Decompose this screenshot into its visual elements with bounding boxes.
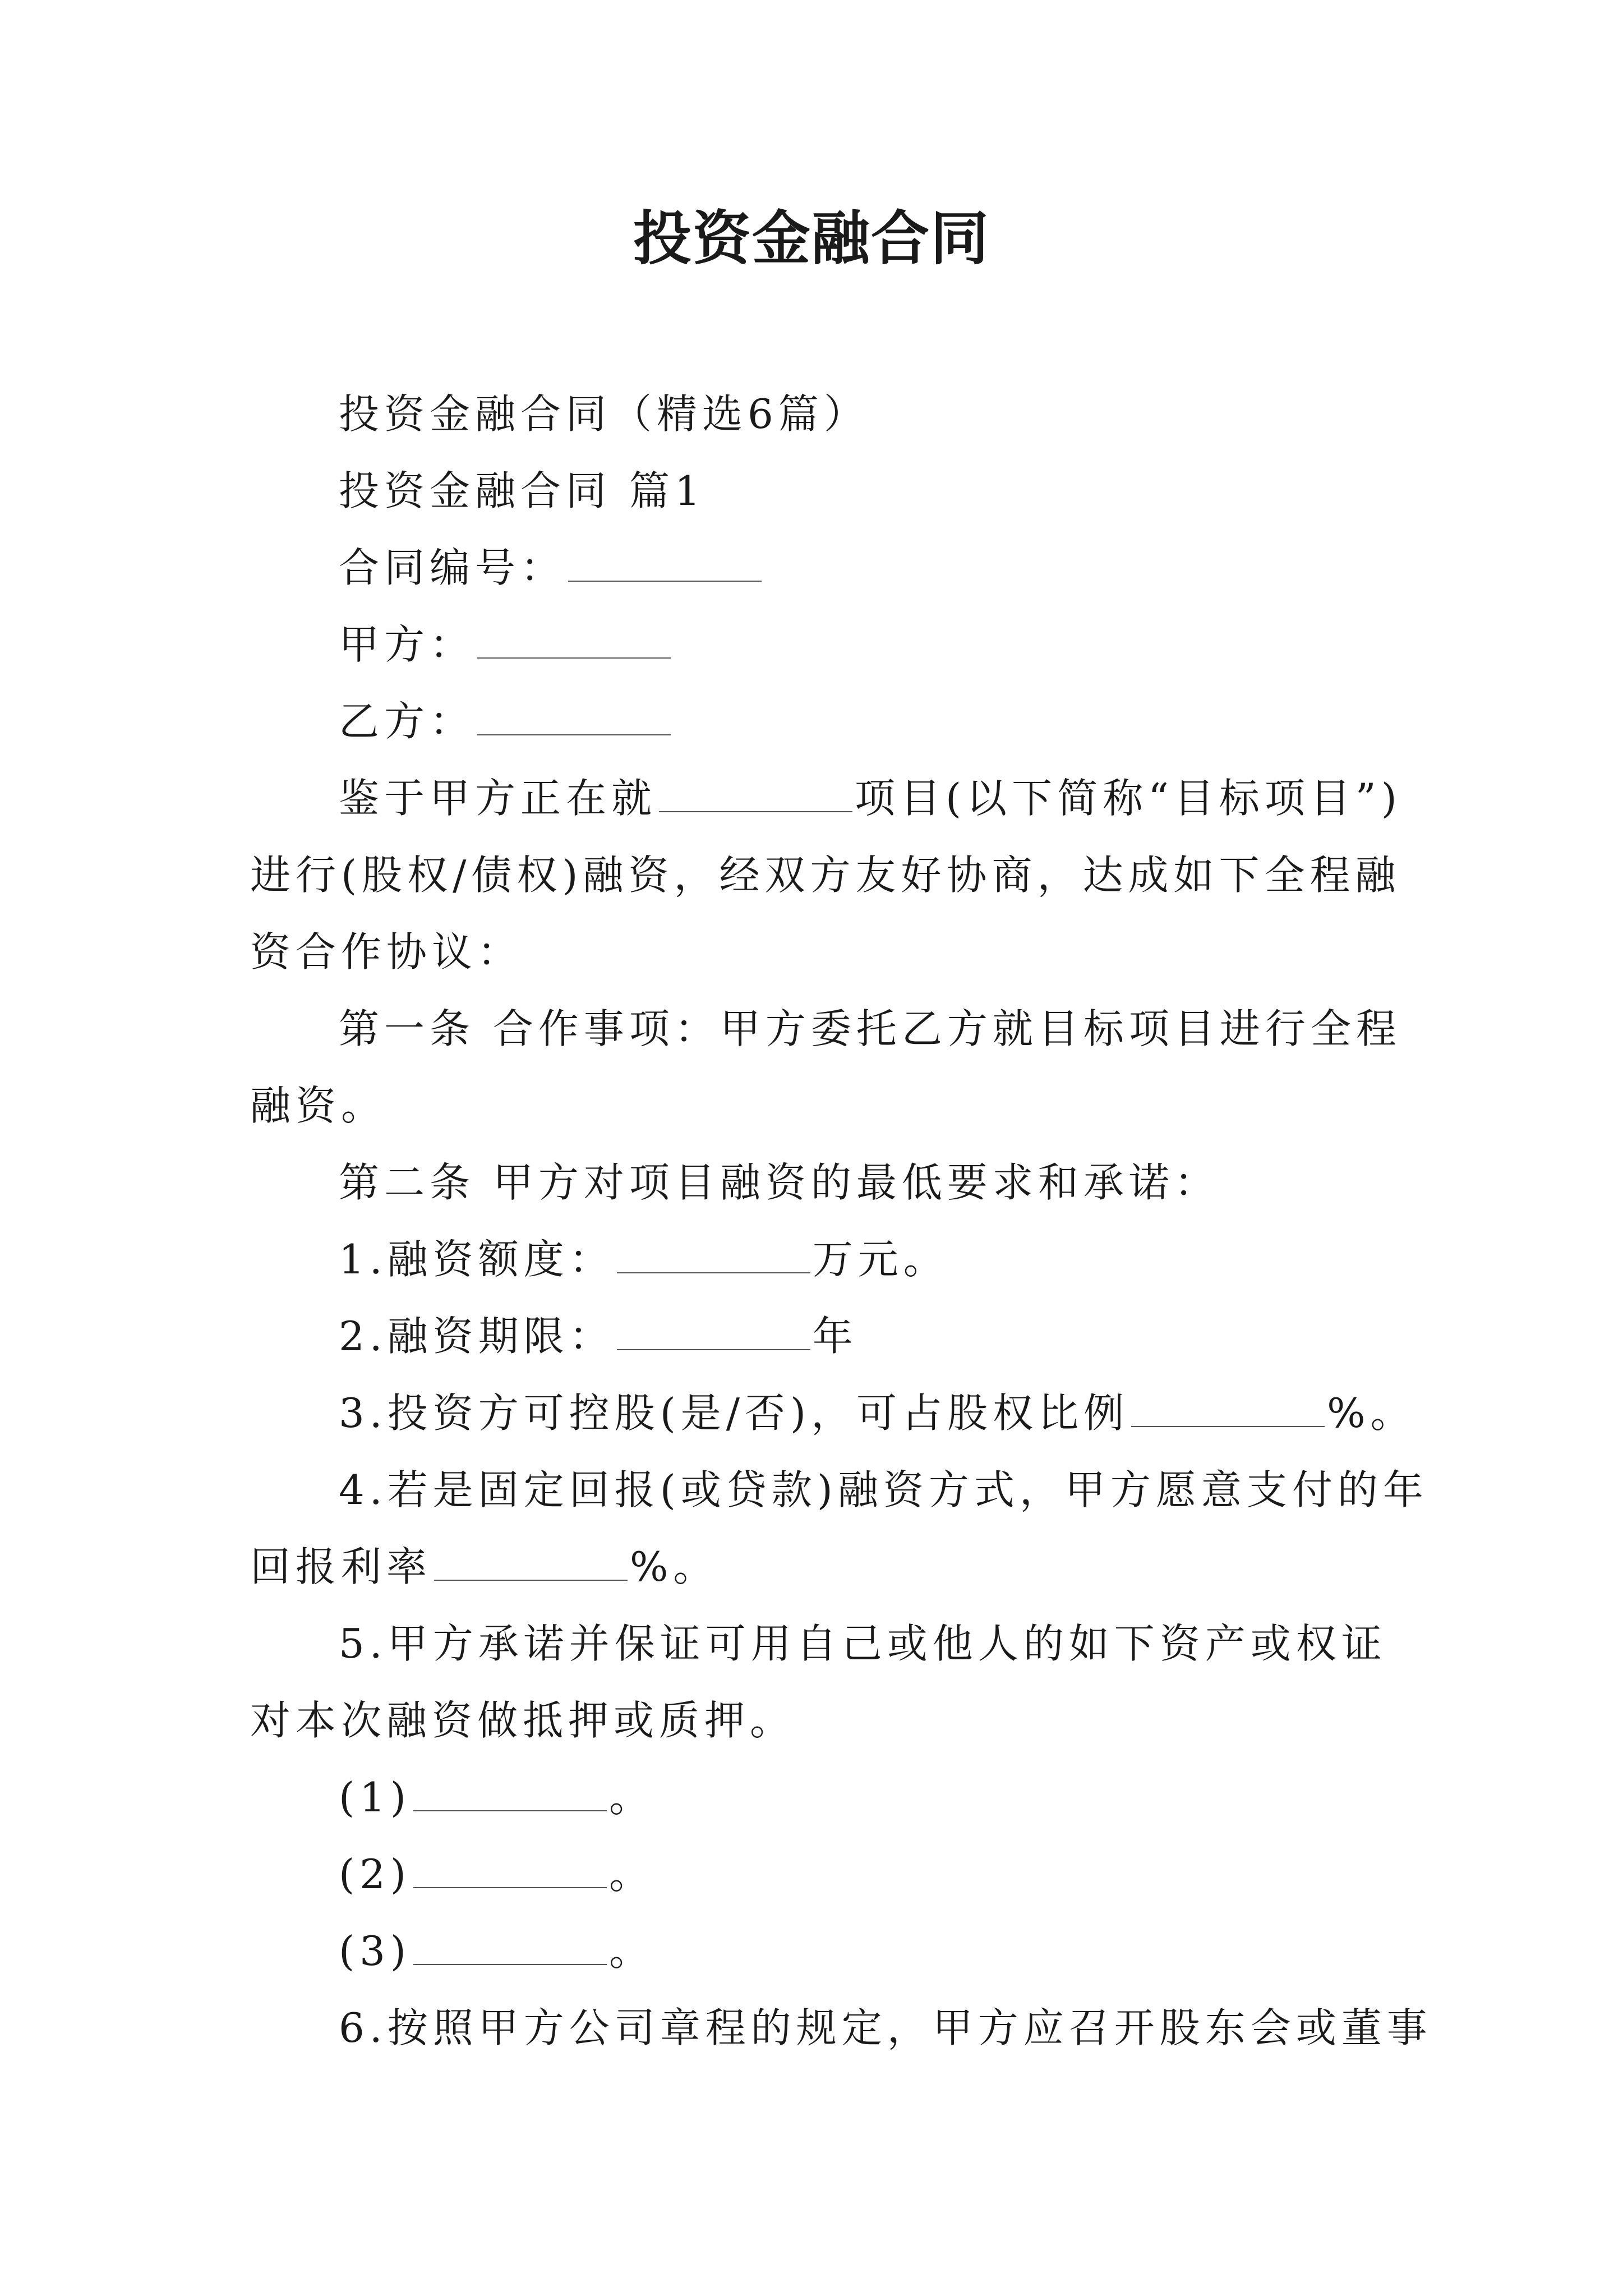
line-text: (1): [339, 1774, 411, 1821]
line-text: 资合作协议：: [250, 928, 523, 976]
line-text: %。: [1327, 1389, 1416, 1437]
fill-in-blank: [477, 703, 671, 735]
text-line: [250, 1682, 1394, 1759]
text-line: [250, 1913, 1394, 1990]
line-text: 第二条 甲方对项目融资的最低要求和承诺：: [339, 1159, 1220, 1206]
text-line: [250, 683, 1394, 760]
line-text: 。: [609, 1774, 655, 1821]
fill-in-blank: [413, 1932, 607, 1965]
line-text: 6.按照甲方公司章程的规定，甲方应召开股东会或董事: [339, 2004, 1432, 2051]
fill-in-blank: [568, 549, 762, 582]
text-line: [250, 1836, 1394, 1913]
line-text: 万元。: [812, 1236, 949, 1283]
line-text: 。: [609, 1927, 655, 1975]
text-line: [250, 991, 1401, 1068]
line-text: 合同编号：: [339, 544, 566, 591]
text-line: [250, 1452, 1428, 1529]
fill-in-blank: [477, 626, 671, 659]
line-text: 1.融资额度：: [339, 1236, 615, 1283]
text-line: [250, 376, 1394, 453]
line-text: 鉴于甲方正在就: [339, 775, 657, 822]
text-line: [250, 1298, 1394, 1375]
line-text: 5.甲方承诺并保证可用自己或他人的如下资产或权证: [339, 1620, 1387, 1667]
text-line: [250, 530, 1394, 606]
text-line: [250, 1605, 1394, 1682]
text-line: [250, 606, 1394, 683]
text-line: [250, 1375, 1416, 1452]
text-line: [250, 453, 1394, 530]
line-text: 3.投资方可控股(是/否)，可占股权比例: [339, 1389, 1129, 1437]
line-text: 对本次融资做抵押或质押。: [250, 1697, 796, 1744]
line-text: 4.若是固定回报(或贷款)融资方式，甲方愿意支付的年: [339, 1466, 1428, 1513]
fill-in-blank: [659, 780, 852, 812]
fill-in-blank: [413, 1779, 607, 1811]
text-line: [250, 760, 1402, 837]
line-text: (3): [339, 1927, 411, 1975]
text-line: [250, 837, 1401, 914]
fill-in-blank: [617, 1241, 810, 1273]
line-text: 。: [609, 1851, 655, 1898]
fill-in-blank: [1131, 1395, 1325, 1427]
text-line: [250, 1759, 1394, 1836]
line-text: 乙方：: [339, 698, 476, 745]
text-line: [250, 1529, 1394, 1605]
line-text: 第一条 合作事项：甲方委托乙方就目标项目进行全程: [339, 1005, 1401, 1052]
text-line: [250, 1990, 1432, 2067]
line-text: 年: [812, 1313, 858, 1360]
text-line: [250, 1068, 1394, 1144]
line-text: %。: [630, 1543, 719, 1590]
line-text: 2.融资期限：: [339, 1313, 615, 1360]
line-text: (2): [339, 1851, 411, 1898]
text-line: [250, 1221, 1394, 1298]
fill-in-blank: [434, 1548, 628, 1581]
line-text: 项目(以下简称“目标项目”): [855, 775, 1402, 822]
fill-in-blank: [413, 1856, 607, 1888]
line-text: 投资金融合同（精选6篇）: [339, 390, 869, 438]
line-text: 甲方：: [339, 621, 476, 668]
line-text: 投资金融合同 篇1: [339, 467, 706, 514]
text-line: [250, 1144, 1394, 1221]
document-body: [250, 376, 1432, 2067]
document-title: 投资金融合同: [633, 204, 990, 273]
fill-in-blank: [617, 1318, 810, 1350]
line-text: 回报利率: [250, 1543, 432, 1590]
line-text: 融资。: [250, 1082, 387, 1129]
text-line: [250, 914, 1394, 991]
line-text: 进行(股权/债权)融资，经双方友好协商，达成如下全程融: [250, 852, 1401, 899]
